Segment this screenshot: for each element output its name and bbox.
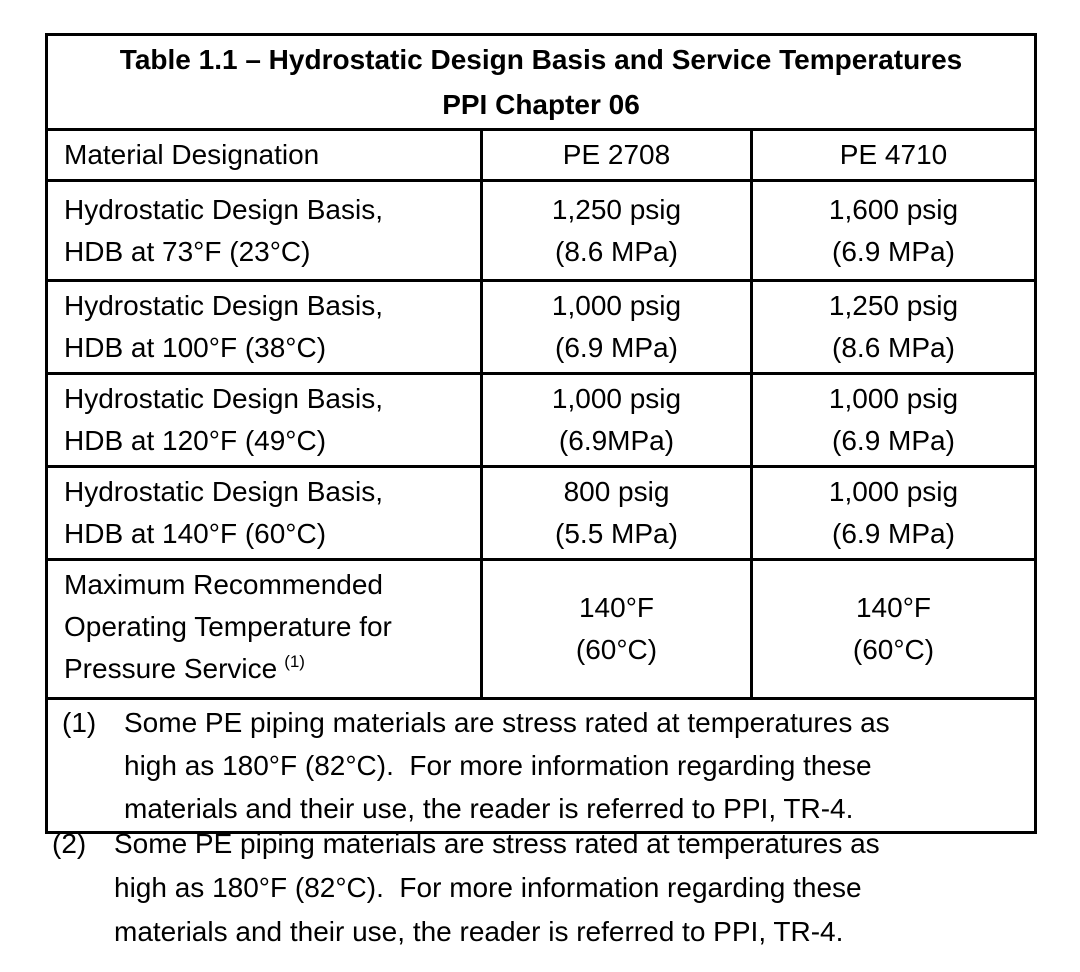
cell-line: 1,000 psig [828,383,959,414]
pe2708-value-cell [482,560,752,699]
cell-line: Maximum Recommended [64,569,383,600]
cell-line: HDB at 100°F (38°C) [64,332,327,363]
pe4710-value-cell [752,467,1036,560]
column-header-pe2708: PE 2708 [482,130,752,181]
table-row-hdb-140f [47,467,1036,560]
cell-line: HDB at 73°F (23°C) [64,235,311,267]
cell-line: (8.6 MPa) [555,235,678,267]
cell-line: HDB at 140°F (60°C) [64,518,327,549]
pe4710-value-cell [752,281,1036,374]
cell-line: Hydrostatic Design Basis, [64,193,384,225]
footnote-line: materials and their use, the reader is referred to PPI, TR-4. [114,916,844,947]
row-label-cell [47,560,482,699]
cell-line: 1,000 psig [828,476,959,507]
pe2708-value-cell [482,374,752,467]
table-title-row [47,35,1036,130]
pe2708-value-cell [482,467,752,560]
cell-line: (6.9 MPa) [832,235,955,267]
row-label-cell [47,467,482,560]
cell-line: (8.6 MPa) [832,332,955,363]
cell-line-text: Pressure Service [64,653,278,684]
hdb-table [45,33,1037,834]
table-row-hdb-120f [47,374,1036,467]
table-title-line1: Table 1.1 – Hydrostatic Design Basis and Service Temperatures [119,44,963,75]
footnote-1-marker: (1) [62,707,97,738]
cell-line [64,648,470,694]
cell-line: (60°C) [575,634,658,665]
pe4710-value-cell [752,181,1036,281]
table-footnote-row [47,699,1036,833]
row-label-cell [47,374,482,467]
cell-line: 800 psig [563,476,670,507]
column-header-pe4710: PE 4710 [752,130,1036,181]
pe2708-value-cell [482,181,752,281]
pe2708-value-cell [482,281,752,374]
pe4710-value-cell [752,560,1036,699]
table-title [47,35,1036,130]
cell-line: 1,250 psig [551,193,682,225]
footnote-line: Some PE piping materials are stress rated at temperatures as [114,828,880,859]
cell-line: Hydrostatic Design Basis, [64,290,384,321]
footnote-1-cell [47,699,1036,833]
cell-line: 1,600 psig [828,193,959,225]
footnote-2-marker: (2) [52,828,87,859]
row-label-cell [47,281,482,374]
footnote-2 [52,822,880,954]
cell-line: 1,250 psig [828,290,959,321]
footnote-line: Some PE piping materials are stress rated at temperatures as [124,707,890,738]
cell-line: (6.9 MPa) [832,425,955,456]
cell-line: 140°F [855,592,932,623]
table-row-hdb-100f [47,281,1036,374]
cell-line: 1,000 psig [551,383,682,414]
pe4710-value-cell [752,374,1036,467]
table-row-hdb-73f [47,181,1036,281]
footnote-line: materials and their use, the reader is referred to PPI, TR-4. [124,793,854,824]
footnote-1 [62,701,1024,830]
cell-line: Hydrostatic Design Basis, [64,383,384,414]
footnote-2-text [114,822,880,954]
cell-line: 1,000 psig [551,290,682,321]
footnote-1-text [124,701,1024,830]
row-label-cell [47,181,482,281]
footnote-line: high as 180°F (82°C). For more information regarding these [124,750,872,781]
table-header-row [47,130,1036,181]
cell-line: (6.9 MPa) [555,332,678,363]
cell-line: (6.9MPa) [558,425,675,456]
table-title-line2: PPI Chapter 06 [442,89,640,120]
cell-line: 140°F [578,592,655,623]
cell-line: HDB at 120°F (49°C) [64,425,327,456]
footnote-1-reference: (1) [284,652,305,671]
cell-line: (60°C) [852,634,935,665]
cell-line: Operating Temperature for [64,611,392,642]
cell-line: (6.9 MPa) [832,518,955,549]
footnote-line: high as 180°F (82°C). For more information regarding these [114,872,862,903]
table-row-max-operating-temp [47,560,1036,699]
cell-line: (5.5 MPa) [555,518,678,549]
cell-line: Hydrostatic Design Basis, [64,476,384,507]
column-header-material-designation: Material Designation [47,130,482,181]
